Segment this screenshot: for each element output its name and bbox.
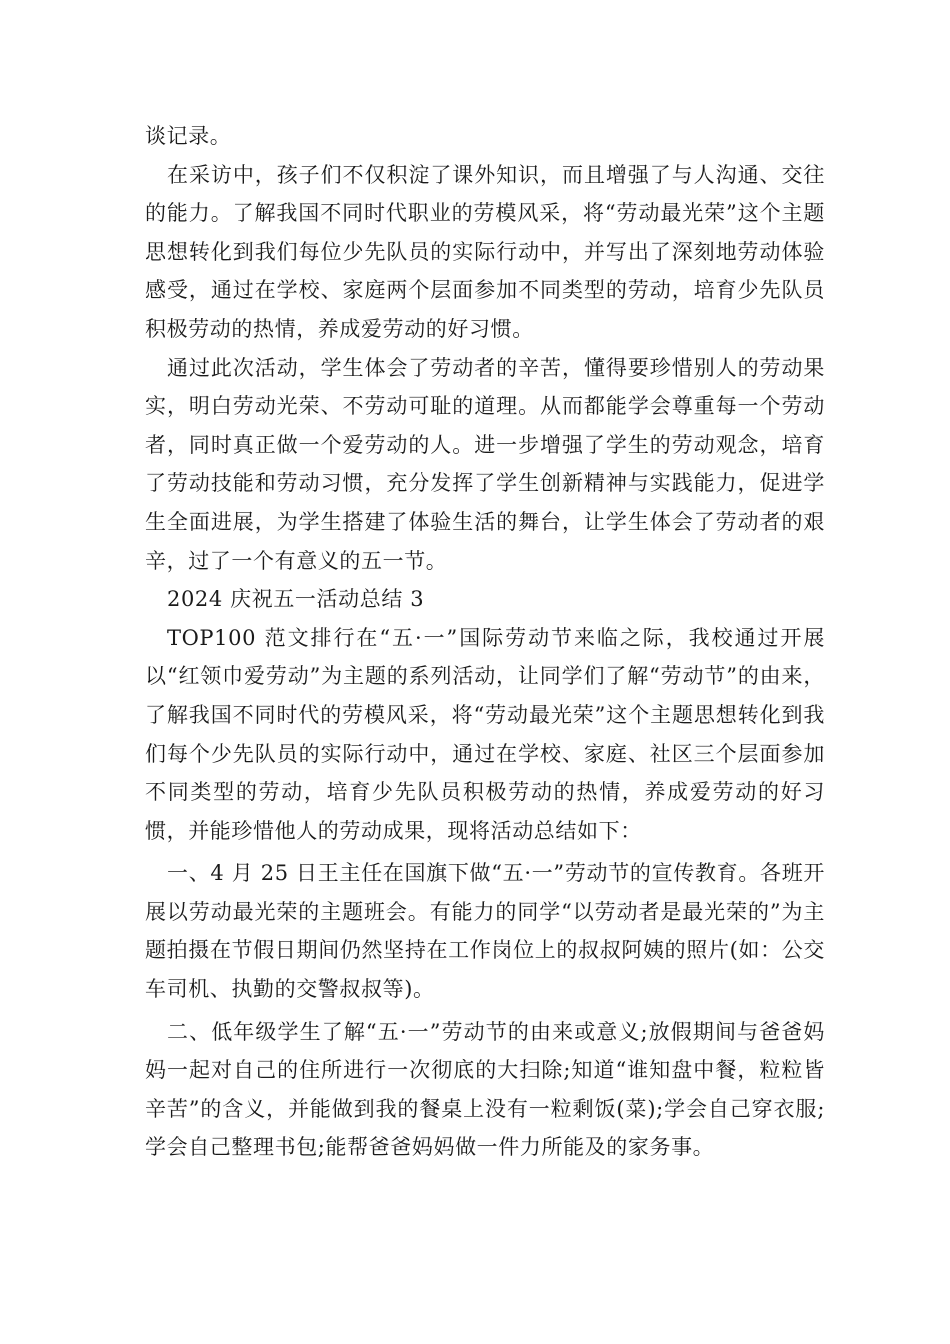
paragraph-continuation: 谈记录。 xyxy=(145,124,232,148)
paragraph-interview: 在采访中，孩子们不仅积淀了课外知识，而且增强了与人沟通、交往的能力。了解我国不同时代职业的劳模风采，将“劳动最光荣”这个主题思想转化到我们每位少先队员的实际行动中，并写出了深刻地劳动体验感受，通过在学校、家庭两个层面参加不同类型的劳动，培育少先队员积极劳动的热情，养成爱劳动的好习惯。 xyxy=(145,162,825,341)
paragraph-item-two: 二、低年级学生了解“五·一”劳动节的由来或意义;放假期间与爸爸妈妈一起对自己的住所进行一次彻底的大扫除;知道“谁知盘中餐，粒粒皆辛苦”的含义，并能做到我的餐桌上没有一粒剩饭(菜);学会自己穿衣服;学会自己整理书包;能帮爸爸妈妈做一件力所能及的家务事。 xyxy=(145,1019,825,1160)
paragraph-intro: TOP100 范文排行在“五·一”国际劳动节来临之际，我校通过开展以“红领巾爱劳动”为主题的系列活动，让同学们了解“劳动节”的由来，了解我国不同时代的劳模风采，将“劳动最光荣”这个主题思想转化到我们每个少先队员的实际行动中，通过在学校、家庭、社区三个层面参加不同类型的劳动，培育少先队员积极劳动的热情，养成爱劳动的好习惯，并能珍惜他人的劳动成果，现将活动总结如下： xyxy=(145,625,825,843)
paragraph-activity-summary: 通过此次活动，学生体会了劳动者的辛苦，懂得要珍惜别人的劳动果实，明白劳动光荣、不劳动可耻的道理。从而都能学会尊重每一个劳动者，同时真正做一个爱劳动的人。进一步增强了学生的劳动观念，培育了劳动技能和劳动习惯，充分发挥了学生创新精神与实践能力，促进学生全面进展，为学生搭建了体验生活的舞台，让学生体会了劳动者的艰辛，过了一个有意义的五一节。 xyxy=(145,355,825,573)
document-body xyxy=(145,117,825,1167)
section-heading: 2024 庆祝五一活动总结 3 xyxy=(167,587,425,612)
paragraph-item-one: 一、4 月 25 日王主任在国旗下做“五·一”劳动节的宣传教育。各班开展以劳动最光荣的主题班会。有能力的同学“以劳动者是最光荣的”为主题拍摄在节假日期间仍然坚持在工作岗位上的叔叔阿姨的照片(如：公交车司机、执勤的交警叔叔等)。 xyxy=(145,861,825,1002)
